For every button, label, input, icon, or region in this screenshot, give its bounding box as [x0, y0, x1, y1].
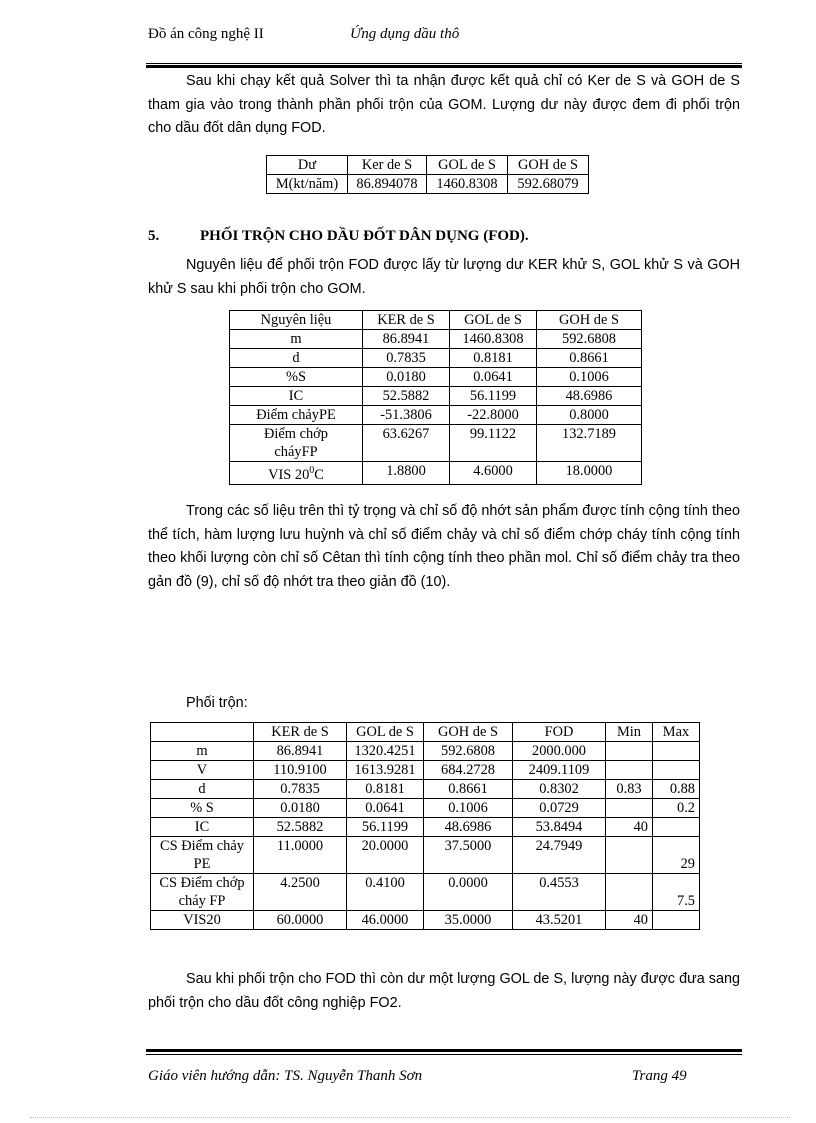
paragraph-feedstock: Nguyên liệu để phối trộn FOD được lấy từ lượng dư KER khử S, GOL khử S và GOH khử S sau khi phối trộn cho GOM.	[148, 257, 740, 297]
table-cell: 0.8000	[537, 406, 642, 425]
table-cell: 52.5882	[254, 818, 347, 837]
table-header-cell: Nguyên liệu	[230, 311, 363, 330]
table-cell: 60.0000	[254, 911, 347, 930]
table-cell: 40	[606, 818, 653, 837]
table-header-cell: KER de S	[363, 311, 450, 330]
table-cell: d	[151, 780, 254, 799]
vis-label-prefix: VIS 20	[268, 466, 310, 483]
table-cell: 132.7189	[537, 425, 642, 462]
table-row	[230, 425, 642, 462]
table-cell: 1.8800	[363, 462, 450, 485]
table-header-cell: GOH de S	[424, 723, 513, 742]
table-cell	[653, 818, 700, 837]
table-cell: 0.8181	[347, 780, 424, 799]
footer-rule-thin	[146, 1054, 742, 1055]
table-cell: 43.5201	[513, 911, 606, 930]
table-cell: VIS20	[151, 911, 254, 930]
table-row	[151, 837, 700, 874]
table-header-cell: FOD	[513, 723, 606, 742]
table-cell: 4.6000	[450, 462, 537, 485]
table-row	[151, 742, 700, 761]
table-cell: 7.5	[653, 874, 700, 911]
table-cell: 63.6267	[363, 425, 450, 462]
table-cell: 0.1006	[537, 368, 642, 387]
table-cell: Điểm chớp cháyFP	[230, 425, 363, 462]
table-row	[230, 368, 642, 387]
table-cell: 35.0000	[424, 911, 513, 930]
table-cell	[606, 874, 653, 911]
table-cell: -22.8000	[450, 406, 537, 425]
table-header-cell: GOL de S	[450, 311, 537, 330]
table-cell: Điểm chảyPE	[230, 406, 363, 425]
table-cell: 2000.000	[513, 742, 606, 761]
blend-label: Phối trộn:	[186, 695, 248, 711]
table-cell: 0.0729	[513, 799, 606, 818]
table-cell: 48.6986	[424, 818, 513, 837]
table-cell: 592.6808	[424, 742, 513, 761]
table-cell: % S	[151, 799, 254, 818]
table-cell: 592.68079	[508, 175, 589, 194]
table-cell: IC	[151, 818, 254, 837]
header-rule-thin	[146, 63, 742, 64]
table-row	[151, 874, 700, 911]
table-row	[151, 780, 700, 799]
table-cell: 1460.8308	[450, 330, 537, 349]
table-cell	[230, 462, 363, 485]
section-number: 5.	[148, 228, 160, 244]
table-cell: 86.894078	[348, 175, 427, 194]
table-cell: IC	[230, 387, 363, 406]
table-cell: 86.8941	[254, 742, 347, 761]
table-header-cell: Ker de S	[348, 156, 427, 175]
table-header-cell: Max	[653, 723, 700, 742]
table-cell: 56.1199	[450, 387, 537, 406]
table-cell: -51.3806	[363, 406, 450, 425]
table-cell: 48.6986	[537, 387, 642, 406]
table-cell: 684.2728	[424, 761, 513, 780]
table-cell	[606, 837, 653, 874]
table-cell: V	[151, 761, 254, 780]
table-cell: 20.0000	[347, 837, 424, 874]
table-cell: 0.8661	[424, 780, 513, 799]
table-row	[151, 911, 700, 930]
table-cell: 0.83	[606, 780, 653, 799]
table-cell	[653, 761, 700, 780]
table-row	[151, 818, 700, 837]
table-cell: 37.5000	[424, 837, 513, 874]
table-cell	[653, 911, 700, 930]
section-title: PHỐI TRỘN CHO DẦU ĐỐT DÂN DỤNG (FOD).	[200, 228, 529, 244]
table-cell: 24.7949	[513, 837, 606, 874]
vis-label-suffix: C	[314, 466, 324, 483]
table-cell: 0.7835	[254, 780, 347, 799]
table-cell: 4.2500	[254, 874, 347, 911]
table-header-cell: Min	[606, 723, 653, 742]
table-cell: 1460.8308	[427, 175, 508, 194]
table-cell: 0.1006	[424, 799, 513, 818]
table-cell: CS Điểm chớp cháy FP	[151, 874, 254, 911]
table-cell: 86.8941	[363, 330, 450, 349]
footer-page-number: Trang 49	[632, 1068, 687, 1084]
vis-label-superscript: 0	[309, 465, 315, 476]
table-row	[230, 311, 642, 330]
table-cell: CS Điểm chảy PE	[151, 837, 254, 874]
table-header-cell: GOL de S	[347, 723, 424, 742]
table-cell: 0.0000	[424, 874, 513, 911]
table-cell	[606, 799, 653, 818]
table-cell: 0.2	[653, 799, 700, 818]
table-cell: 110.9100	[254, 761, 347, 780]
table-cell: m	[151, 742, 254, 761]
table-cell: 0.8302	[513, 780, 606, 799]
paragraph-remaining-gol: Sau khi phối trộn cho FOD thì còn dư một lượng GOL de S, lượng này được đưa sang phối trộn cho dầu đốt công nghiệp FO2.	[148, 971, 740, 1011]
table-cell: 11.0000	[254, 837, 347, 874]
table-header-cell: GOH de S	[508, 156, 589, 175]
table-header-cell: GOH de S	[537, 311, 642, 330]
paragraph-solver-result: Sau khi chạy kết quả Solver thì ta nhận được kết quả chỉ có Ker de S và GOH de S tham gia vào trong thành phần phối trộn của GOM. Lượng dư này được đem đi phối trộn cho dầu đốt dân dụng FOD.	[148, 73, 740, 136]
table-cell: d	[230, 349, 363, 368]
table-cell: 1320.4251	[347, 742, 424, 761]
table-cell: 0.0641	[450, 368, 537, 387]
table-cell: 0.0641	[347, 799, 424, 818]
table-cell: 46.0000	[347, 911, 424, 930]
table-cell: 0.8661	[537, 349, 642, 368]
section-heading	[148, 228, 529, 245]
table-cell: 29	[653, 837, 700, 874]
table-feedstock-properties	[229, 310, 642, 485]
table-cell: 1613.9281	[347, 761, 424, 780]
paragraph-additivity-notes: Trong các số liệu trên thì tỷ trọng và chỉ số độ nhớt sản phẩm được tính cộng tính theo thể tích, hàm lượng lưu huỳnh và chỉ số điểm chảy và chỉ số điểm chớp cháy tính cộng tính theo khối lượng còn chỉ số Cêtan thì tính cộng tính theo phần mol. Chỉ số điểm chảy tra theo gản đồ (9), chỉ số độ nhớt tra theo giản đồ (10).	[148, 503, 740, 590]
table-header-cell: GOL de S	[427, 156, 508, 175]
table-cell: 0.0180	[363, 368, 450, 387]
table-blend-fod	[150, 722, 700, 930]
page-bottom-dotted-line	[30, 1117, 790, 1118]
table-cell: 53.8494	[513, 818, 606, 837]
table-cell: 0.7835	[363, 349, 450, 368]
table-cell	[606, 761, 653, 780]
table-cell: 0.8181	[450, 349, 537, 368]
table-header-cell: Dư	[267, 156, 348, 175]
table-cell: 0.88	[653, 780, 700, 799]
table-cell: 18.0000	[537, 462, 642, 485]
table-cell	[653, 742, 700, 761]
table-cell: 52.5882	[363, 387, 450, 406]
table-row	[230, 349, 642, 368]
table-row	[151, 723, 700, 742]
header-rule-thick	[146, 65, 742, 68]
table-remaining-amounts	[266, 155, 589, 194]
table-row	[151, 799, 700, 818]
table-cell: 0.4100	[347, 874, 424, 911]
table-cell: m	[230, 330, 363, 349]
table-header-cell: KER de S	[254, 723, 347, 742]
table-row	[151, 761, 700, 780]
table-row	[230, 330, 642, 349]
table-cell: 0.4553	[513, 874, 606, 911]
table-cell: 0.0180	[254, 799, 347, 818]
table-cell: 99.1122	[450, 425, 537, 462]
header-right: Ứng dụng dầu thô	[350, 26, 460, 42]
table-row	[267, 156, 589, 175]
table-cell: %S	[230, 368, 363, 387]
table-cell: 2409.1109	[513, 761, 606, 780]
table-cell: M(kt/năm)	[267, 175, 348, 194]
table-row	[267, 175, 589, 194]
table-row	[230, 387, 642, 406]
table-row	[230, 406, 642, 425]
header-left: Đồ án công nghệ II	[148, 26, 264, 42]
footer-supervisor: Giáo viên hướng dẫn: TS. Nguyễn Thanh Sơn	[148, 1068, 423, 1084]
table-cell: 40	[606, 911, 653, 930]
table-cell: 56.1199	[347, 818, 424, 837]
table-cell	[606, 742, 653, 761]
footer-rule-thick	[146, 1049, 742, 1052]
table-row	[230, 462, 642, 485]
table-header-cell	[151, 723, 254, 742]
table-cell: 592.6808	[537, 330, 642, 349]
